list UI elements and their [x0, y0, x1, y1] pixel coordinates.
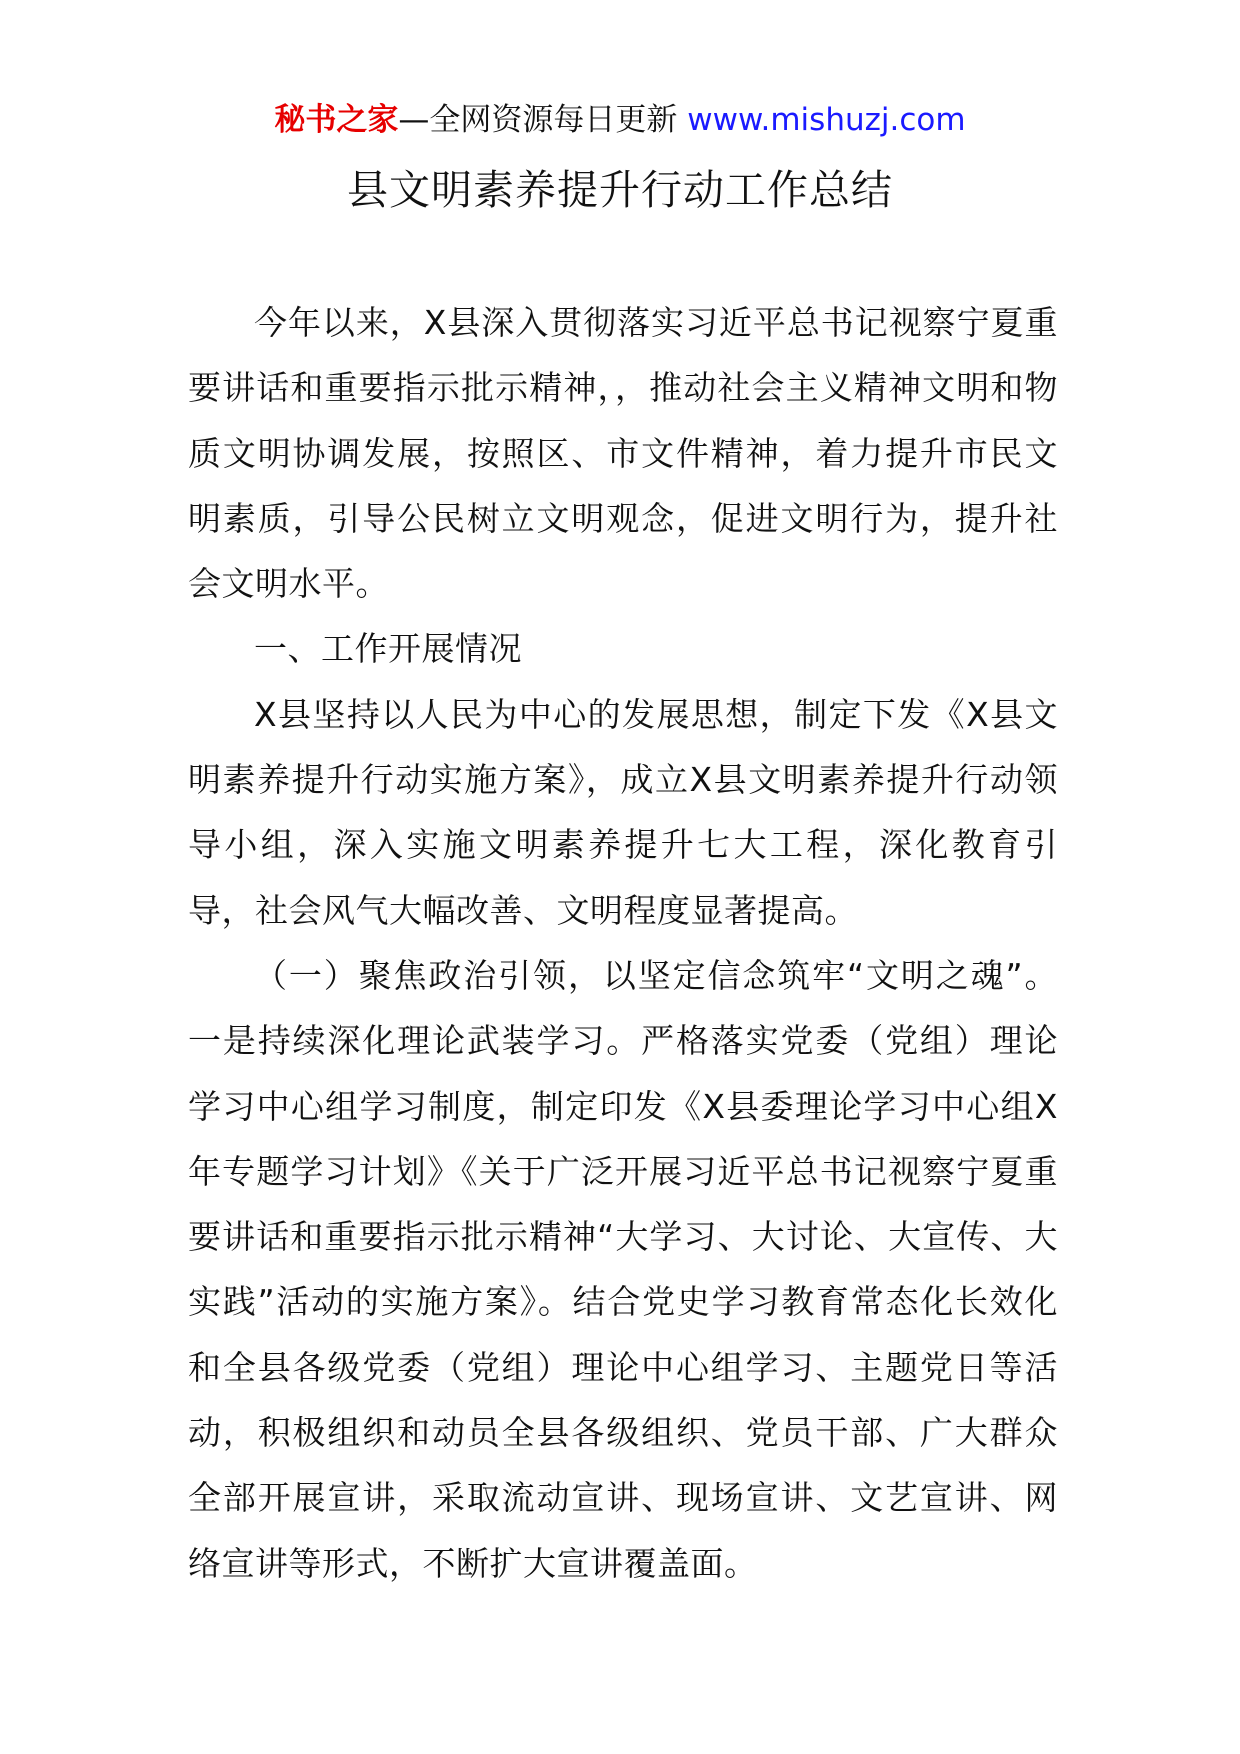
- section-heading: 一、工作开展情况: [254, 629, 522, 669]
- intro-paragraph: 今年以来，X县深入贯彻落实习近平总书记视察宁夏重要讲话和重要指示批示精神，，推动社会主义精神文明和物质文明协调发展，按照区、市文件精神，着力提升市民文明素质，引导公民树立文明观念，促进文明行为，提升社会文明水平。: [188, 303, 1058, 604]
- subsection-paragraph: （一）聚焦政治引领，以坚定信念筑牢“文明之魂”。一是持续深化理论武装学习。严格落实党委（党组）理论学习中心组学习制度，制定印发《X县委理论学习中心组X年专题学习计划》《关于广泛开展习近平总书记视察宁夏重要讲话和重要指示批示精神“大学习、大讨论、大宣传、大实践”活动的实施方案》。结合党史学习教育常态化长效化和全县各级党委（党组）理论中心组学习、主题党日等活动，积极组织和动员全县各级组织、党员干部、广大群众全部开展宣讲，采取流动宣讲、现场宣讲、文艺宣讲、网络宣讲等形式，不断扩大宣讲覆盖面。: [188, 955, 1058, 1583]
- document-title: 县文明素养提升行动工作总结: [347, 166, 893, 214]
- brand-name: 秘书之家: [274, 102, 399, 138]
- header-slogan: —全网资源每日更新: [398, 102, 688, 138]
- site-header: [0, 98, 1240, 142]
- document-body: [188, 290, 1058, 1596]
- site-url-link[interactable]: www.mishuzj.com: [687, 102, 966, 138]
- overview-paragraph: X县坚持以人民为中心的发展思想，制定下发《X县文明素养提升行动实施方案》，成立X县文明素养提升行动领导小组，深入实施文明素养提升七大工程，深化教育引导，社会风气大幅改善、文明程度显著提高。: [188, 694, 1058, 930]
